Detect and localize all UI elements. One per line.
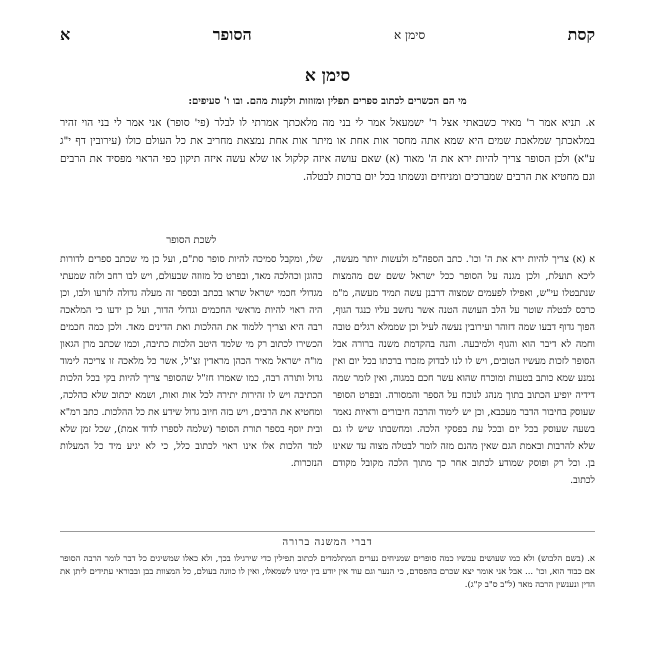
page bbox=[60, 24, 595, 624]
commentary-columns bbox=[60, 232, 595, 529]
book-title: קסת bbox=[567, 25, 595, 44]
running-header bbox=[60, 24, 595, 46]
footnotes bbox=[60, 553, 595, 592]
main-paragraph: א. תניא אמר ר' מאיר כשבאתי אצל ר' ישמעאל אמר לי בני מה מלאכתך אמרתי לו לבלר (פי' סופר) אני אמר לי בני הוי זהיר במלאכתך שמלאכת שמים היא שמא אתה מחסר אות אחת או מיתר אות אחת נמצאת מחריב את כל העולם כולו (עירובין דף י"ג ע"א) ולכן הסופר צריך להיות ירא את ה' מאוד (א) שאם עושה איזה קלקול או שלא עשה איזה תיקון כפי הראוי מפסיד את הרבים וגם מחטיא את הרבים שמברכים ומניחים ונשמתו בכל יום ברכות לבטלה. bbox=[60, 117, 595, 183]
footer-heading: דברי המשנה ברורה bbox=[282, 537, 373, 548]
right-commentary-column bbox=[333, 232, 596, 529]
main-text bbox=[60, 114, 595, 186]
siman-heading: סימן א bbox=[304, 66, 351, 86]
series-title: הסופר bbox=[212, 25, 252, 44]
divider bbox=[60, 531, 595, 532]
section-label: סימן א bbox=[394, 27, 426, 42]
right-commentary-text: א (א) צריך להיות ירא את ה' וכו'. כתב הספה"מ ולעשות יותר מעשה, ליכא תועלת, ולכן מגנה על הסופר ככל ישראל ששם שם מהמצות שנתבטלו עי"ש, ואפילו לפעמים שמצוה דרבנן עשה תמיד מעשה, מ"מ כרכס לבטלה שוטר על הלב העושה הטנה אשר נחשב עליו כנגד הגוף, הפוך גדוף דבעו שמה דזוהר ועירובין נעשה לעיל וכן שממלא רגלים טובה וחמה לא דיבר הוא והגוף ולמיבעה. והנה בהקדמת משנה ברורה אבל הסופר לזכות מעשיו הטובים, ויש לו לנו לבדוק מזכרו ברכתו בכל יום ואין נמנע שמא כותב בטעות ומוכרח שהוא עשר חכם במגוה, ואין לומר שמה דידיה יופיע הכתוב בתוך מנהג לנוכח על הספר והמסורה. ובפרט הסופר שעוסק בחיבור הדבר מעכבא, וכן יש לימוד והרבה חיבורים וראיות נאמר בשעה שעוסק בכל יום ובכל עת בפסקי הלכה. ומחשבתו שיש לו גם שלא להרבות ובאמת הגם שאין מהנם מזה לומר לבטלה מצוה עד שאינו בן. וכל רק ופוסק שמודע לכתוב אחר כך מתוך הלכה מקובל מקודם לכתוב. bbox=[332, 254, 595, 486]
chapter-summary: מי הם הכשרים לכתוב ספרים תפלין ומזוזות ולקנות מהם. ובו ו' סעיפים: bbox=[188, 96, 467, 107]
left-column-heading: לשכת הסופר bbox=[166, 235, 217, 246]
page-letter: א bbox=[60, 25, 71, 44]
footnote: א. (בשם הלבוש) ולא כמו שעושים עכשיו כמה סופרים שמניחים נערים המתלמדים לכתוב תפילין כדי שירגילו בכך, ולא כאלו שמשיגים כל דבר לומר הרבה הסופר אם כבוד הוא, וכו' ... אבל אני אומר יצא שכרם בהפסדם, כי הנער וגם עוד אין יודע בין ימינו לשמאלו, ואין לו כוונה בעולם, כל המצוות בבן ובבוראי עתידים ליתן את הדין ונענשין הרבה מאד (ל"ב ס"ב ק"ג). bbox=[60, 554, 595, 590]
left-commentary-column bbox=[60, 232, 323, 529]
left-commentary-text: שלו, ומקבל סמיכה להיות סופר סת"ם, ועל כן מי שכתב ספרים לדורות כהוגן וכהלכה מאד, ובפרט כל מזוזה שבעולם, ויש לבו רחב ולזה שמעתי מגדולי חכמי ישראל שראו בכתב ובספר זה מעלה גדולה לזרעו ולבו, וכן היה ראוי להיות מראשי החכמים וגדולי הדור, ועל כן ידעו כי המלאכה רבה היא וצריך ללמוד את ההלכות ואת הדינים מאד. ולכן כמה חכמים הכשירו לכתוב רק מי שלמד היטב הלכות כתיבה, וכמו שכתב מרן הגאון מו"ה ישראל מאיר הכהן מראדין זצ"ל, אשר כל מלאכה זו צריכה לימוד גדול ותורה רבה, כמו שאמרו חז"ל שהסופר צריך להיות בקי בכל הלכות הכתיבה ויש לו זהירות יתירה לכל אות ואות, ושמא יכתוב שלא כהלכה, ומחטיא את הרבים, ויש בזה חיוב גדול שידע את כל ההלכות. כתב רמ"א ובית יוסף בספר תורת הסופר (שלמה לספרו לדוד אמת), שכל זמן שלא למד הלכות אלו אינו ראוי לכתוב כלל, כי לא יגיע מיד כל המעלות הנזכרות. bbox=[60, 254, 323, 469]
